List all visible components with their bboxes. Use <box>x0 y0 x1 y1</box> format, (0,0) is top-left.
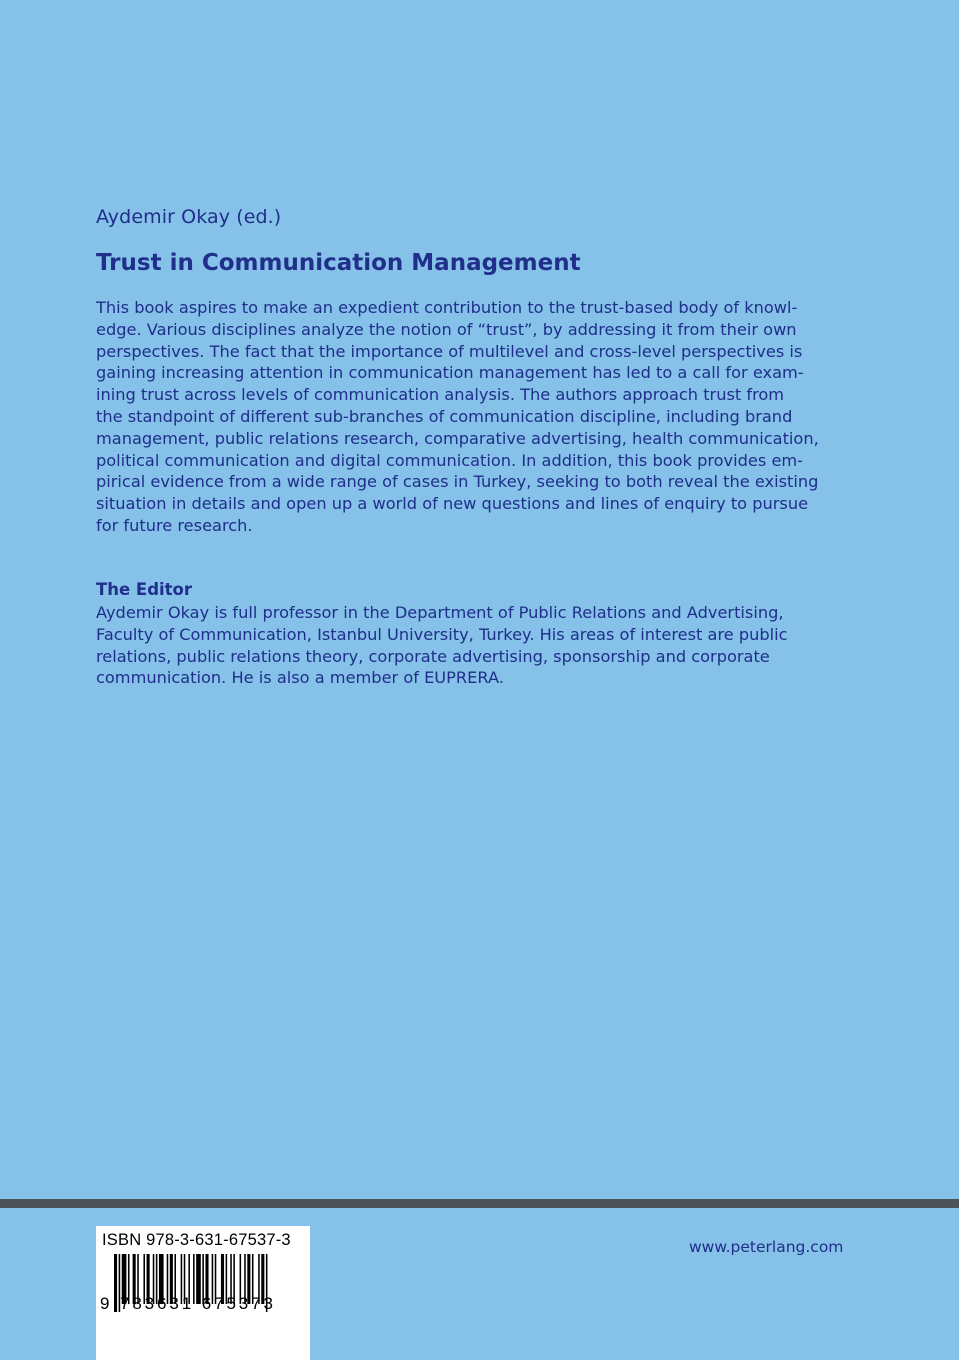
isbn-label: ISBN 978-3-631-67537-3 <box>102 1231 291 1249</box>
blurb-line: political communication and digital communication. In addition, this book provides em- <box>96 450 804 470</box>
editor-bio-line: relations, public relations theory, corporate advertising, sponsorship and corporate <box>96 646 770 666</box>
publisher-website: www.peterlang.com <box>689 1238 844 1256</box>
book-title: Trust in Communication Management <box>96 250 581 276</box>
blurb-line: perspectives. The fact that the importance of multilevel and cross-level perspectives is <box>96 341 803 361</box>
blurb-line: pirical evidence from a wide range of cases in Turkey, seeking to both reveal the existing <box>96 472 819 492</box>
blurb-line: the standpoint of different sub-branches of communication discipline, including brand <box>96 406 793 426</box>
blurb-line: ining trust across levels of communication analysis. The authors approach trust from <box>96 385 785 405</box>
footer-divider <box>0 1199 959 1208</box>
editor-bio-line: Aydemir Okay is full professor in the Department of Public Relations and Advertising, <box>96 603 784 622</box>
blurb-line: management, public relations research, comparative advertising, health communication, <box>96 428 819 448</box>
barcode-digits: 9 783631 675373 <box>100 1294 276 1313</box>
editor-byline: Aydemir Okay (ed.) <box>96 206 282 228</box>
editor-bio-line: Faculty of Communication, Istanbul University, Turkey. His areas of interest are public <box>96 624 788 644</box>
isbn-barcode-box <box>96 1226 310 1360</box>
blurb-line: gaining increasing attention in communication management has led to a call for exam- <box>96 363 804 383</box>
editor-heading: The Editor <box>96 580 193 599</box>
blurb-line: This book aspires to make an expedient contribution to the trust-based body of knowl- <box>96 298 798 317</box>
blurb-line: for future research. <box>96 515 253 535</box>
editor-bio <box>96 602 786 689</box>
book-blurb <box>96 297 819 537</box>
blurb-line: situation in details and open up a world of new questions and lines of enquiry to pursue <box>96 494 809 514</box>
blurb-line: edge. Various disciplines analyze the notion of “trust”, by addressing it from their own <box>96 319 797 339</box>
editor-bio-line: communication. He is also a member of EUPRERA. <box>96 668 504 688</box>
